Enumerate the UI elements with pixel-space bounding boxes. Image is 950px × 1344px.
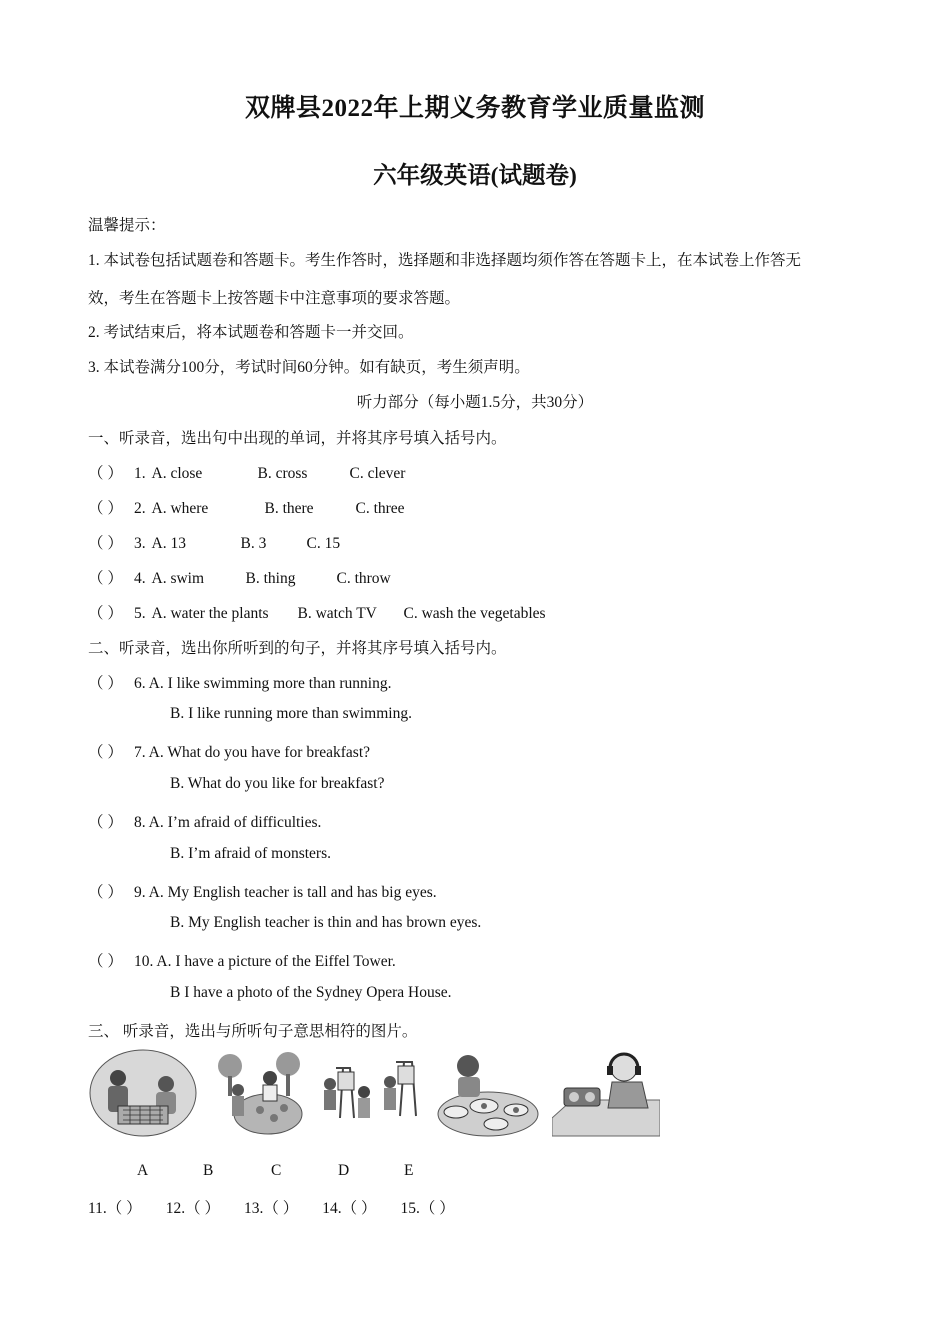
option-b: B. there — [264, 500, 314, 517]
question-5 — [88, 601, 546, 623]
question-number: 9. — [134, 884, 146, 901]
question-10 — [88, 949, 396, 971]
tip-1-line-1: 1. 本试卷包括试题卷和答题卡。考生作答时，选择题和非选择题均须作答在答题卡上，在本试卷上作答无 — [88, 252, 802, 269]
answer-blank[interactable]: （ ） — [88, 953, 123, 970]
option-b: B. 3 — [240, 535, 267, 552]
question-number: 8. — [134, 814, 146, 831]
question-8 — [88, 810, 321, 832]
question-number: 2. — [134, 500, 146, 517]
tip-2: 2. 考试结束后，将本试题卷和答题卡一并交回。 — [88, 324, 414, 341]
option-a: A. I have a picture of the Eiffel Tower. — [156, 953, 396, 970]
question-number: 4. — [134, 570, 146, 587]
option-a: A. I’m afraid of difficulties. — [148, 814, 322, 831]
question-7-option-b: B. What do you like for breakfast? — [170, 775, 385, 792]
option-a: A. 13 — [151, 535, 186, 552]
question-6-option-b: B. I like running more than swimming. — [170, 705, 412, 722]
answer-blank[interactable]: （ ） — [88, 570, 123, 587]
option-a: A. What do you have for breakfast? — [148, 744, 371, 761]
question-8-option-b: B. I’m afraid of monsters. — [170, 845, 331, 862]
picture-label-d: D — [338, 1162, 350, 1179]
answer-row — [88, 1196, 479, 1218]
tip-1-line-2: 效，考生在答题卡上按答题卡中注意事项的要求答题。 — [88, 290, 461, 307]
picture-b-park — [210, 1048, 306, 1138]
answer-blank[interactable]: （ ） — [88, 814, 123, 831]
answer-blank[interactable]: （ ） — [88, 744, 123, 761]
option-a: A. where — [151, 500, 209, 517]
option-c: C. throw — [336, 570, 391, 587]
question-number: 1. — [134, 465, 146, 482]
option-b: B. thing — [245, 570, 296, 587]
answer-blank[interactable]: （ ） — [88, 675, 123, 692]
option-a: A. close — [151, 465, 203, 482]
answer-blank[interactable]: （ ） — [88, 884, 123, 901]
answer-blank[interactable]: （ ） — [88, 535, 123, 552]
question-4 — [88, 566, 391, 588]
option-a: A. swim — [151, 570, 205, 587]
option-b: B. cross — [257, 465, 308, 482]
picture-d-food — [434, 1048, 542, 1138]
answer-blank[interactable]: （ ） — [88, 465, 123, 482]
option-c: C. 15 — [306, 535, 341, 552]
question-2 — [88, 496, 405, 518]
question-6 — [88, 671, 391, 693]
picture-label-e: E — [404, 1162, 414, 1179]
option-c: C. three — [355, 500, 405, 517]
option-b: B. watch TV — [297, 605, 377, 622]
option-c: C. clever — [349, 465, 406, 482]
picture-row — [88, 1048, 663, 1143]
picture-a-chess — [88, 1048, 200, 1138]
question-number: 3. — [134, 535, 146, 552]
question-7 — [88, 740, 370, 762]
question-number: 10. — [134, 953, 154, 970]
tips-heading: 温馨提示： — [88, 217, 166, 234]
picture-label-b: B — [203, 1162, 214, 1179]
page-title: 双牌县2022年上期义务教育学业质量监测 — [244, 95, 705, 122]
answer-blank[interactable]: （ ） — [88, 500, 123, 517]
picture-label-a: A — [137, 1162, 149, 1179]
answer-blank[interactable]: （ ） — [88, 605, 123, 622]
question-number: 7. — [134, 744, 146, 761]
question-number: 6. — [134, 675, 146, 692]
section-2-heading: 二、听录音，选出你所听到的句子，并将其序号填入括号内。 — [88, 640, 507, 657]
answer-blank-13[interactable]: 13.（ ） — [243, 1200, 299, 1217]
question-number: 5. — [134, 605, 146, 622]
page-subtitle: 六年级英语(试题卷) — [373, 163, 577, 189]
answer-blank-15[interactable]: 15.（ ） — [400, 1200, 455, 1217]
section-3-heading: 三、 听录音，选出与所听句子意思相符的图片。 — [88, 1023, 418, 1040]
picture-label-c: C — [271, 1162, 282, 1179]
option-a: A. water the plants — [151, 605, 269, 622]
answer-blank-14[interactable]: 14.（ ） — [322, 1200, 377, 1217]
picture-e-radio — [552, 1048, 660, 1138]
section-1-heading: 一、听录音，选出句中出现的单词，并将其序号填入括号内。 — [88, 430, 507, 447]
question-1 — [88, 461, 405, 483]
option-a: A. I like swimming more than running. — [148, 675, 392, 692]
answer-blank-12[interactable]: 12.（ ） — [165, 1200, 220, 1217]
question-10-option-b: B I have a photo of the Sydney Opera House. — [170, 984, 452, 1001]
answer-blank-11[interactable]: 11.（ ） — [88, 1200, 142, 1217]
question-9 — [88, 880, 437, 902]
picture-c-painting — [316, 1048, 428, 1138]
question-9-option-b: B. My English teacher is thin and has brown eyes. — [170, 914, 482, 931]
option-a: A. My English teacher is tall and has big eyes. — [148, 884, 437, 901]
listening-heading: 听力部分（每小题1.5分，共30分） — [356, 394, 594, 411]
option-c: C. wash the vegetables — [403, 605, 546, 622]
tip-3: 3. 本试卷满分100分，考试时间60分钟。如有缺页，考生须声明。 — [88, 359, 530, 376]
question-3 — [88, 531, 340, 553]
